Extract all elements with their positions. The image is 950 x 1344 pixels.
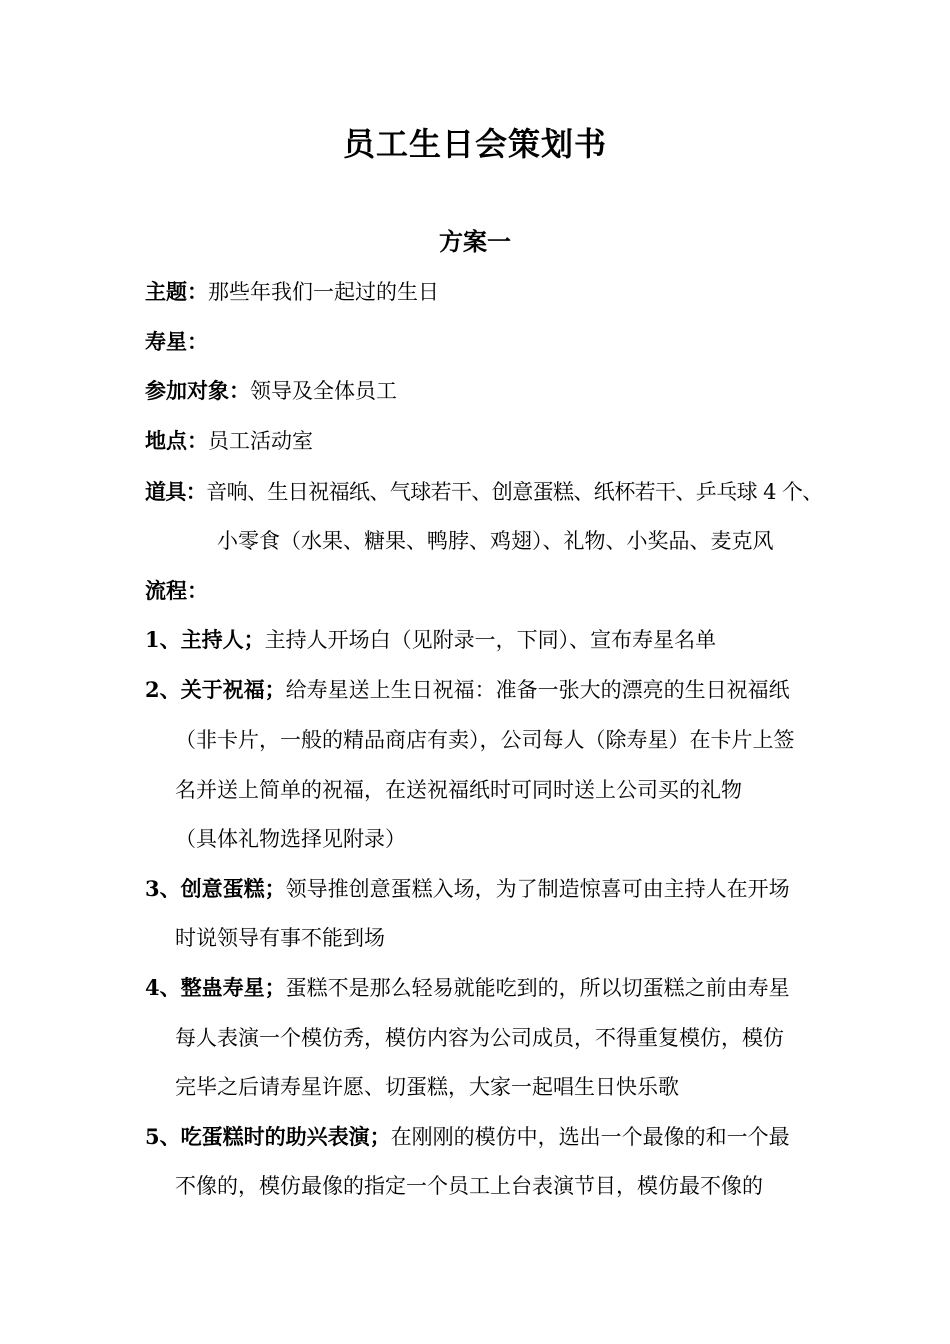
step-4-line-1 — [145, 973, 825, 1003]
step-5-text-1: 在刚刚的模仿中，选出一个最像的和一个最 — [390, 1125, 790, 1149]
step-5-text-2: 不像的，模仿最像的指定一个员工上台表演节目，模仿最不像的 — [175, 1174, 763, 1198]
step-3-line-2 — [175, 923, 855, 953]
location-value: 员工活动室 — [208, 429, 313, 453]
step-2-text-4: （具体礼物选择见附录） — [175, 827, 406, 851]
step-2-text-1: 给寿星送上生日祝福：准备一张大的漂亮的生日祝福纸 — [285, 678, 790, 702]
step-3-number: 3、 — [145, 876, 181, 901]
step-2-line-2 — [175, 725, 855, 755]
step-4-text-2: 每人表演一个模仿秀，模仿内容为公司成员，不得重复模仿，模仿 — [175, 1026, 784, 1050]
star-label: 寿星： — [145, 330, 208, 354]
props-value-2: 小零食（水果、糖果、鸭脖、鸡翅）、礼物、小奖品、麦克风 — [217, 529, 774, 553]
step-4-line-2 — [175, 1023, 855, 1053]
step-1-number: 1、 — [145, 627, 181, 652]
step-4-number: 4、 — [145, 975, 181, 1000]
step-2-line-1 — [145, 675, 825, 705]
step-3-text-1: 领导推创意蛋糕入场，为了制造惊喜可由主持人在开场 — [285, 877, 790, 901]
step-3-text-2: 时说领导有事不能到场 — [175, 926, 385, 950]
props-label: 道具： — [145, 480, 207, 504]
participants-label: 参加对象： — [145, 379, 250, 403]
step-2-text-2: （非卡片，一般的精品商店有卖），公司每人（除寿星）在卡片上签 — [175, 728, 795, 752]
participants-line — [145, 376, 825, 406]
theme-label: 主题： — [145, 280, 208, 304]
step-2-line-4 — [175, 824, 855, 854]
props-line-2 — [217, 526, 897, 556]
step-5-line-1 — [145, 1122, 825, 1152]
step-3-line-1 — [145, 874, 825, 904]
theme-line — [145, 277, 825, 307]
step-1-text-1: 主持人开场白（见附录一，下同）、宣布寿星名单 — [264, 628, 717, 652]
step-2-number: 2、 — [145, 677, 181, 702]
step-4-title: 整蛊寿星； — [180, 976, 286, 1000]
step-5-number: 5、 — [145, 1124, 181, 1149]
step-5-line-2 — [175, 1171, 855, 1201]
step-2-line-3 — [175, 775, 855, 805]
step-1-title: 主持人； — [180, 628, 265, 652]
flow-line — [145, 576, 825, 606]
step-2-text-3: 名并送上简单的祝福，在送祝福纸时可同时送上公司买的礼物 — [175, 778, 742, 802]
step-4-text-1: 蛋糕不是那么轻易就能吃到的，所以切蛋糕之前由寿星 — [285, 976, 790, 1000]
step-5-title: 吃蛋糕时的助兴表演； — [180, 1125, 391, 1149]
document-title: 员工生日会策划书 — [342, 125, 607, 163]
step-1-line-1 — [145, 625, 825, 655]
location-label: 地点： — [145, 429, 208, 453]
step-4-text-3: 完毕之后请寿星许愿、切蛋糕，大家一起唱生日快乐歌 — [175, 1075, 679, 1099]
props-value-1: 音响、生日祝福纸、气球若干、创意蛋糕、纸杯若干、乒乓球 4 个、 — [206, 480, 823, 504]
step-4-line-3 — [175, 1072, 855, 1102]
step-3-title: 创意蛋糕； — [180, 877, 286, 901]
theme-value: 那些年我们一起过的生日 — [208, 280, 439, 304]
props-line-1 — [145, 477, 825, 507]
section-title: 方案一 — [439, 228, 511, 256]
location-line — [145, 426, 825, 456]
flow-label: 流程： — [145, 579, 208, 603]
participants-value: 领导及全体员工 — [250, 379, 397, 403]
step-2-title: 关于祝福； — [180, 678, 286, 702]
star-line — [145, 327, 825, 357]
